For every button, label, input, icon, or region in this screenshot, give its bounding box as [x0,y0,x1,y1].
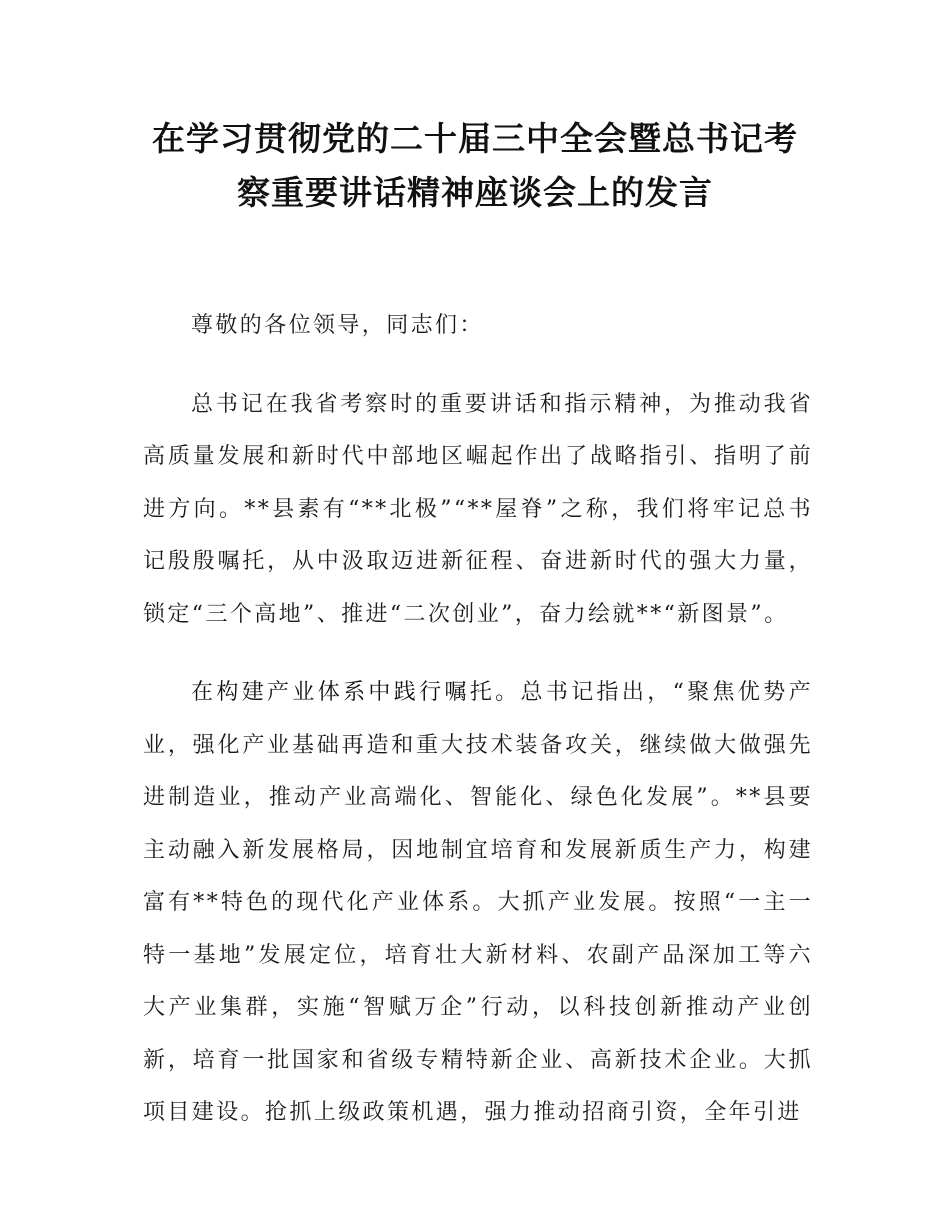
document-title [0,112,950,220]
paragraph-2-heading: 在构建产业体系中践行嘱托。 [191,680,521,705]
title-line-1: 在学习贯彻党的二十届三中全会暨总书记考 [152,119,798,158]
paragraph-2 [143,667,813,1140]
greeting-paragraph: 尊敬的各位领导，同志们： [191,313,484,338]
document-body [143,300,813,1140]
paragraph-1: 总书记在我省考察时的重要讲话和指示精神，为推动我省高质量发展和新时代中部地区崛起作出了战略指引、指明了前进方向。**县素有“**北极”“**屋脊”之称，我们将牢记总书记殷殷嘱托，从中汲取迈进新征程、奋进新时代的强大力量，锁定“三个高地”、推进“二次创业”，奋力绘就**“新图景”。 [143,391,813,627]
title-line-2: 察重要讲话精神座谈会上的发言 [237,173,713,212]
paragraph-2-body: 总书记指出，“聚焦优势产业，强化产业基础再造和重大技术装备攻关，继续做大做强先进制造业，推动产业高端化、智能化、绿色化发展”。**县要主动融入新发展格局，因地制宜培育和发展新质生产力，构建富有**特色的现代化产业体系。大抓产业发展。按照“一主一特一基地”发展定位，培育壮大新材料、农副产品深加工等六大产业集群，实施“智赋万企”行动，以科技创新推动产业创新，培育一批国家和省级专精特新企业、高新技术企业。大抓项目建设。抢抓上级政策机遇，强力推动招商引资，全年引进 [143,680,813,1125]
